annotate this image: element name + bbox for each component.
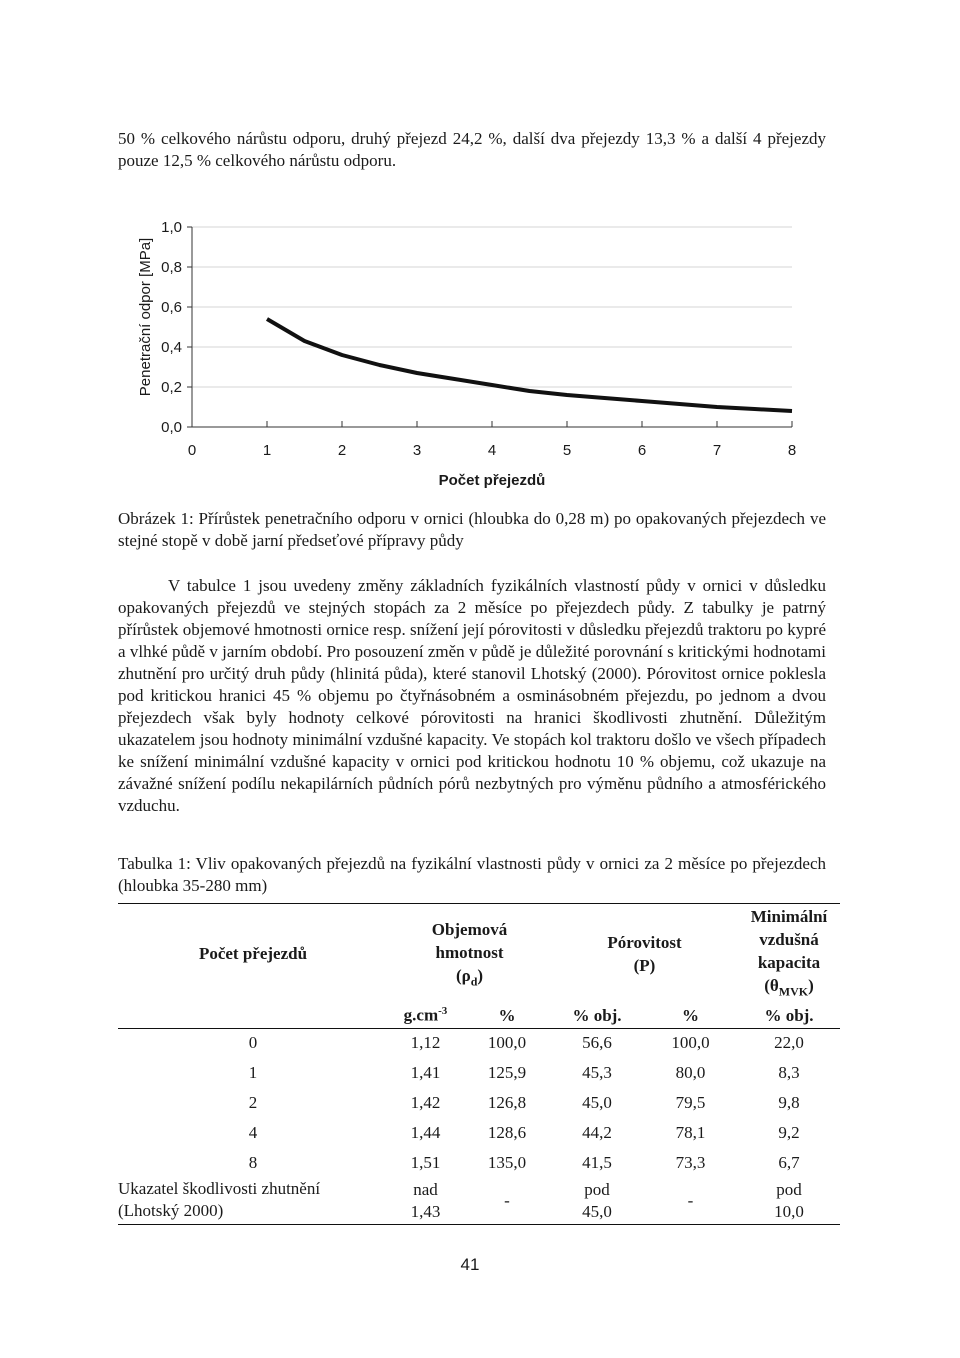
- cell-air: 9,2: [778, 1123, 800, 1142]
- chart-xlabel: Počet přejezdů: [438, 472, 546, 489]
- cell-passes: 4: [248, 1123, 258, 1142]
- cell-porosity-pct: 73,3: [675, 1153, 706, 1172]
- y-tick-label: 0,2: [161, 379, 182, 396]
- cell-porosity-pct: 80,0: [675, 1063, 706, 1082]
- indicator-porosity-line2: 45,0: [582, 1202, 612, 1221]
- table-row: [118, 1088, 840, 1118]
- unit-porosity-pct: %: [682, 1005, 699, 1025]
- indicator-label-line2: (Lhotský 2000): [118, 1201, 224, 1220]
- cell-density: 1,51: [410, 1153, 441, 1172]
- density-symbol-close: ): [477, 966, 484, 986]
- x-tick-label: 0: [187, 442, 197, 459]
- cell-density: 1,42: [410, 1093, 441, 1112]
- penetration-resistance-chart: [130, 205, 830, 495]
- cell-porosity: 56,6: [582, 1033, 612, 1053]
- indicator-air: [738, 1178, 840, 1225]
- indicator-label: [118, 1178, 388, 1225]
- cell-porosity: 41,5: [582, 1153, 612, 1172]
- cell-porosity: 45,3: [582, 1063, 612, 1082]
- table-units-row: [118, 1004, 840, 1028]
- header-air-line1: Minimální: [750, 906, 828, 926]
- header-density-line2: hmotnost: [435, 943, 504, 963]
- body-paragraph: V tabulce 1 jsou uvedeny změny základních fyzikálních vlastností půdy v ornici v důsledku opakovaných přejezdů ve stejných stopách za 2 měsíce po přejezdech půdy. Z tabulky je patrný přírůstek objemové hmotnosti ornice resp. snížení její pórovitosti v důsledku přejezdů traktoru po kypré a vlhké půdě v jarním období. Pro posouzení změn v půdě je důležité porovnání s kritickými hodnotami zhutnění pro určitý druh půdy (hlinitá půda), které stanovil Lhotský (2000). Pórovitost ornice poklesla pod kritickou hranici 45 % objemu po čtyřnásobném a osminásobném přejezdu, po jednom a dvou přejezdech však byly hodnoty celkové pórovitosti na hranici škodlivosti zhutnění. Důležitým ukazatelem jsou hodnoty minimální vzdušné kapacity. Ve stopách kol traktoru došlo ve všech případech ke snížení minimální vzdušné kapacity v ornici pod kritickou hodnotu 10 % objemu, což ukazuje na závažné snížení podílu nekapilárních půdních pórů nezbytných pro výměnu půdního a atmosférického vzduchu.: [118, 576, 826, 815]
- cell-air: 9,8: [778, 1093, 800, 1112]
- x-tick-label: 5: [562, 442, 572, 459]
- air-symbol-close: ): [808, 975, 814, 995]
- indicator-porosity: [551, 1178, 643, 1225]
- table-row: [118, 1058, 840, 1088]
- indicator-air-line2: 10,0: [774, 1202, 804, 1221]
- cell-passes: 1: [248, 1063, 258, 1082]
- cell-passes: 2: [248, 1093, 258, 1112]
- unit-density-text: g.cm: [403, 1006, 439, 1026]
- cell-passes: 0: [248, 1033, 258, 1053]
- indicator-air-line1: pod: [776, 1180, 802, 1199]
- table-row: [118, 1028, 840, 1058]
- data-table: [118, 903, 840, 1225]
- chart-series: [267, 319, 792, 411]
- indicator-porosity-line1: pod: [584, 1180, 610, 1199]
- cell-density: 1,12: [410, 1033, 441, 1053]
- table-caption: Tabulka 1: Vliv opakovaných přejezdů na fyzikální vlastnosti půdy v ornici za 2 měsíce po přejezdech (hloubka 35-280 mm): [118, 854, 826, 895]
- cell-density-pct: 128,6: [487, 1123, 527, 1142]
- series-line: [267, 319, 792, 411]
- intro-paragraph: 50 % celkového nárůstu odporu, druhý přejezd 24,2 %, další dva přejezdy 13,3 % a další 4 přejezdy pouze 12,5 % celkového nárůstu odporu.: [118, 129, 826, 170]
- cell-passes: 8: [248, 1153, 258, 1172]
- table-header-row: [118, 904, 840, 1005]
- chart-grid: [192, 227, 792, 387]
- density-symbol-sub: d: [470, 974, 478, 989]
- unit-density-sup: -3: [438, 1005, 448, 1018]
- indicator-density-line2: 1,43: [410, 1202, 441, 1221]
- table-row: [118, 1148, 840, 1178]
- chart-ylabel: Penetrační odpor [MPa]: [137, 237, 154, 397]
- cell-density-pct: 135,0: [487, 1153, 527, 1172]
- header-density-line1: Objemová: [431, 920, 508, 940]
- x-tick-label: 4: [487, 442, 497, 459]
- soil-properties-table: [118, 903, 840, 1225]
- cell-density: 1,41: [410, 1063, 441, 1082]
- cell-air: 6,7: [778, 1153, 800, 1172]
- indicator-porosity-pct: -: [687, 1191, 694, 1210]
- cell-density-pct: 100,0: [487, 1033, 527, 1053]
- unit-density-pct: %: [498, 1005, 516, 1025]
- header-density-symbol: [388, 964, 551, 993]
- cell-porosity-pct: 78,1: [675, 1123, 706, 1142]
- cell-air: 8,3: [778, 1063, 800, 1082]
- y-tick-label: 0,6: [161, 299, 182, 316]
- header-porosity: [551, 904, 738, 1005]
- table-indicator-row: [118, 1178, 840, 1225]
- cell-density-pct: 126,8: [487, 1093, 527, 1112]
- indicator-density-pct: -: [504, 1191, 510, 1210]
- y-tick-label: 0,4: [161, 339, 182, 356]
- density-symbol-open: (ρ: [455, 966, 471, 986]
- page-number: 41: [460, 1255, 480, 1274]
- unit-air: % obj.: [764, 1005, 814, 1025]
- y-tick-label: 0,0: [161, 419, 182, 436]
- header-air-line2: vzdušná: [759, 929, 819, 949]
- air-symbol-sub: MVK: [778, 984, 809, 999]
- table-row: [118, 1118, 840, 1148]
- x-tick-label: 2: [337, 442, 347, 459]
- y-tick-label: 0,8: [161, 259, 182, 276]
- header-porosity-line2: (P): [633, 956, 656, 975]
- header-porosity-line1: Pórovitost: [607, 933, 682, 952]
- cell-porosity: 44,2: [582, 1123, 612, 1142]
- unit-porosity: % obj.: [572, 1005, 622, 1025]
- header-passes: [118, 904, 388, 1005]
- x-tick-label: 7: [712, 442, 722, 459]
- header-air-symbol: [738, 974, 840, 1003]
- header-density: [388, 904, 551, 1005]
- header-air-line3: kapacita: [757, 952, 821, 972]
- indicator-density: [388, 1178, 463, 1225]
- cell-porosity: 45,0: [582, 1093, 612, 1112]
- y-tick-label: 1,0: [161, 219, 182, 236]
- header-passes-label: Počet přejezdů: [198, 944, 308, 963]
- cell-density: 1,44: [410, 1123, 441, 1142]
- table-body: [118, 1028, 840, 1225]
- x-tick-label: 6: [637, 442, 647, 459]
- figure-caption: Obrázek 1: Přírůstek penetračního odporu v ornici (hloubka do 0,28 m) po opakovaných přejezdech ve stejné stopě v době jarní předseťové přípravy půdy: [118, 509, 826, 550]
- unit-density: [388, 1004, 463, 1028]
- x-tick-label: 1: [262, 442, 272, 459]
- x-tick-label: 8: [787, 442, 797, 459]
- x-tick-label: 3: [412, 442, 422, 459]
- cell-porosity-pct: 100,0: [671, 1033, 710, 1053]
- cell-porosity-pct: 79,5: [675, 1093, 706, 1112]
- cell-air: 22,0: [774, 1033, 804, 1053]
- chart-axes: [161, 219, 796, 459]
- chart-svg: [130, 205, 830, 495]
- indicator-density-line1: nad: [413, 1180, 438, 1199]
- cell-density-pct: 125,9: [487, 1063, 527, 1082]
- air-symbol-open: (θ: [764, 975, 779, 995]
- indicator-label-line1: Ukazatel škodlivosti zhutnění: [118, 1179, 321, 1198]
- header-air-capacity: [738, 904, 840, 1005]
